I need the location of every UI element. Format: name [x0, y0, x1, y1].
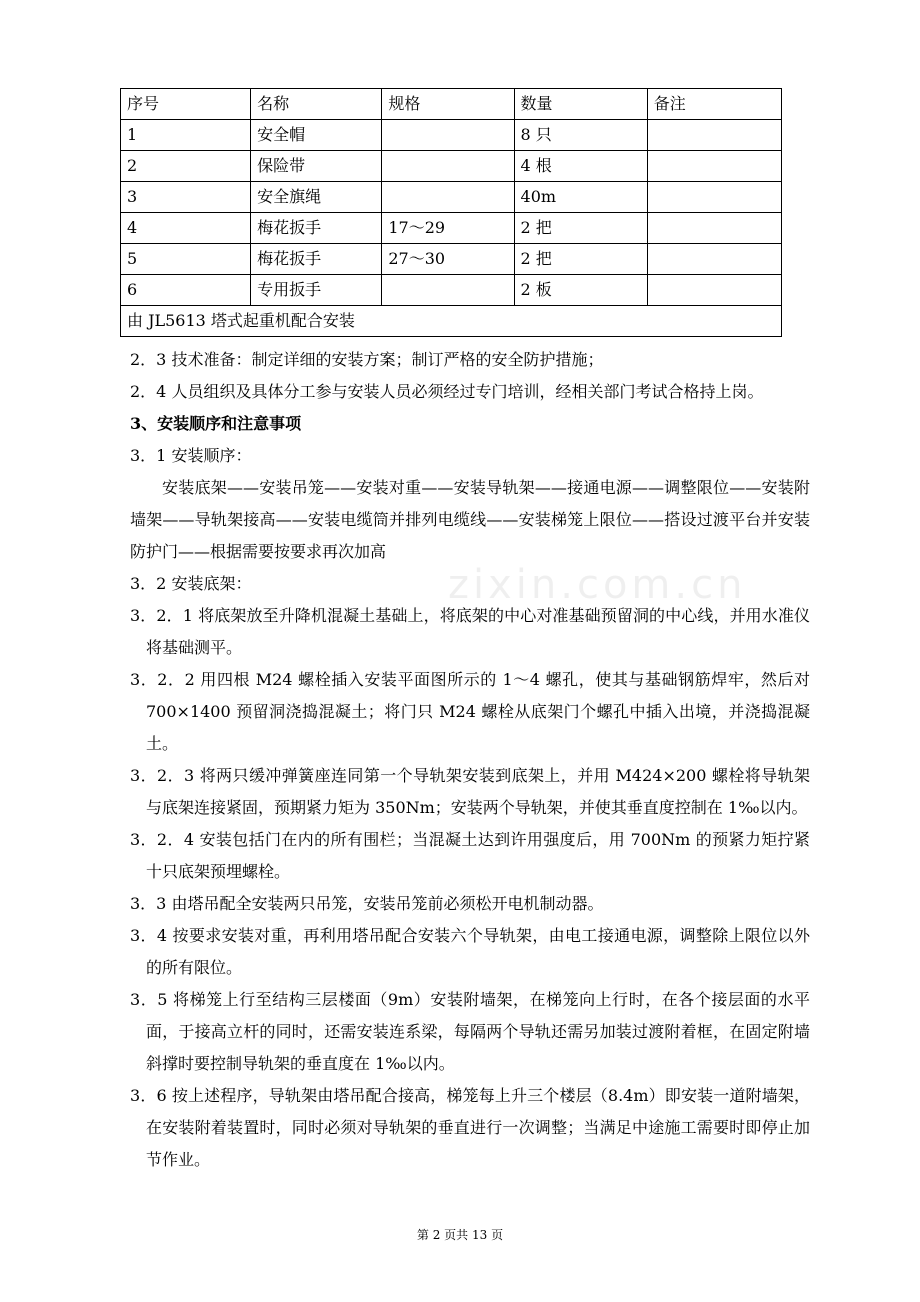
cell-name: 安全帽 [251, 120, 382, 151]
cell-name: 梅花扳手 [251, 244, 382, 275]
cell-index: 1 [121, 120, 251, 151]
cell-name: 安全旗绳 [251, 182, 382, 213]
cell-remark [647, 151, 781, 182]
cell-remark [647, 120, 781, 151]
watermark: zixin.com.cn [448, 562, 747, 608]
header-cell-name: 名称 [251, 89, 382, 120]
header-cell-index: 序号 [121, 89, 251, 120]
paragraph-3-2: 3．2 安装底架： [130, 574, 252, 593]
cell-index: 4 [121, 213, 251, 244]
cell-spec [382, 275, 514, 306]
table-row [121, 275, 782, 306]
cell-spec [382, 120, 514, 151]
paragraph-3-2-4: 3．2．4 安装包括门在内的所有围栏；当混凝土达到许用强度后，用 700Nm 的预紧力矩拧紧十只底架预埋螺栓。 [130, 830, 810, 881]
table-row [121, 182, 782, 213]
cell-index: 5 [121, 244, 251, 275]
cell-name: 专用扳手 [251, 275, 382, 306]
paragraph-3-1-body: 安装底架——安装吊笼——安装对重——安装导轨架——接通电源——调整限位——安装附墙架——导轨架接高——安装电缆筒并排列电缆线——安装梯笼上限位——搭设过渡平台并安装防护门——根据需要按要求再次加高 [130, 478, 810, 561]
page-footer: 第 2 页共 13 页 [416, 1228, 504, 1242]
cell-spec [382, 182, 514, 213]
cell-spec: 27～30 [382, 244, 514, 275]
header-cell-qty: 数量 [514, 89, 647, 120]
paragraph-3-6: 3．6 按上述程序，导轨架由塔吊配合接高，梯笼每上升三个楼层（8.4m）即安装一道附墙架，在安装附着装置时，同时必须对导轨架的垂直进行一次调整；当满足中途施工需要时即停止加节作业。 [130, 1086, 810, 1169]
equipment-table [120, 88, 782, 337]
paragraph-2-3: 2．3 技术准备：制定详细的安装方案；制订严格的安全防护措施； [130, 350, 604, 369]
paragraph-3-2-1: 3．2．1 将底架放至升降机混凝土基础上，将底架的中心对准基础预留洞的中心线，并用水准仪将基础测平。 [130, 606, 810, 657]
cell-remark [647, 275, 781, 306]
table-row [121, 244, 782, 275]
cell-spec: 17～29 [382, 213, 514, 244]
cell-name: 梅花扳手 [251, 213, 382, 244]
table-footer-row [121, 306, 782, 337]
paragraph-2-4: 2．4 人员组织及具体分工参与安装人员必须经过专门培训，经相关部门考试合格持上岗。 [130, 382, 764, 401]
cell-qty: 4 根 [514, 151, 647, 182]
table-row [121, 151, 782, 182]
cell-index: 3 [121, 182, 251, 213]
cell-qty: 2 板 [514, 275, 647, 306]
table-row [121, 120, 782, 151]
cell-index: 6 [121, 275, 251, 306]
header-cell-spec: 规格 [382, 89, 514, 120]
paragraph-3-4: 3．4 按要求安装对重，再利用塔吊配合安装六个导轨架，由电工接通电源，调整除上限位以外的所有限位。 [130, 926, 810, 977]
paragraph-3-5: 3．5 将梯笼上行至结构三层楼面（9m）安装附墙架，在梯笼向上行时，在各个接层面的水平面，于接高立杆的同时，还需安装连系梁，每隔两个导轨还需另加装过渡附着框，在固定附墙斜撑时要控制导轨架的垂直度在 1‰以内。 [130, 990, 810, 1073]
paragraph-3-2-2: 3．2．2 用四根 M24 螺栓插入安装平面图所示的 1～4 螺孔，使其与基础钢筋焊牢，然后对 700×1400 预留洞浇捣混凝土；将门只 M24 螺栓从底架门个螺孔中插入出境，并浇捣混凝土。 [130, 670, 810, 753]
paragraph-3-2-3: 3．2．3 将两只缓冲弹簧座连同第一个导轨架安装到底架上，并用 M424×200 螺栓将导轨架与底架连接紧固，预期紧力矩为 350Nm；安装两个导轨架，并使其垂直度控制在 1‰以内。 [130, 766, 810, 817]
cell-qty: 40m [514, 182, 647, 213]
cell-remark [647, 244, 781, 275]
cell-remark [647, 182, 781, 213]
header-cell-remark: 备注 [647, 89, 781, 120]
cell-remark [647, 213, 781, 244]
paragraph-3-3: 3．3 由塔吊配全安装两只吊笼，安装吊笼前必须松开电机制动器。 [130, 894, 604, 913]
section-heading-3: 3、安装顺序和注意事项 [130, 414, 302, 433]
cell-index: 2 [121, 151, 251, 182]
cell-qty: 2 把 [514, 244, 647, 275]
paragraph-3-1: 3．1 安装顺序： [130, 446, 252, 465]
cell-spec [382, 151, 514, 182]
table-row [121, 213, 782, 244]
table-header-row [121, 89, 782, 120]
table-footer-note: 由 JL5613 塔式起重机配合安装 [121, 306, 782, 337]
cell-qty: 2 把 [514, 213, 647, 244]
cell-name: 保险带 [251, 151, 382, 182]
body-text [130, 344, 810, 1176]
cell-qty: 8 只 [514, 120, 647, 151]
